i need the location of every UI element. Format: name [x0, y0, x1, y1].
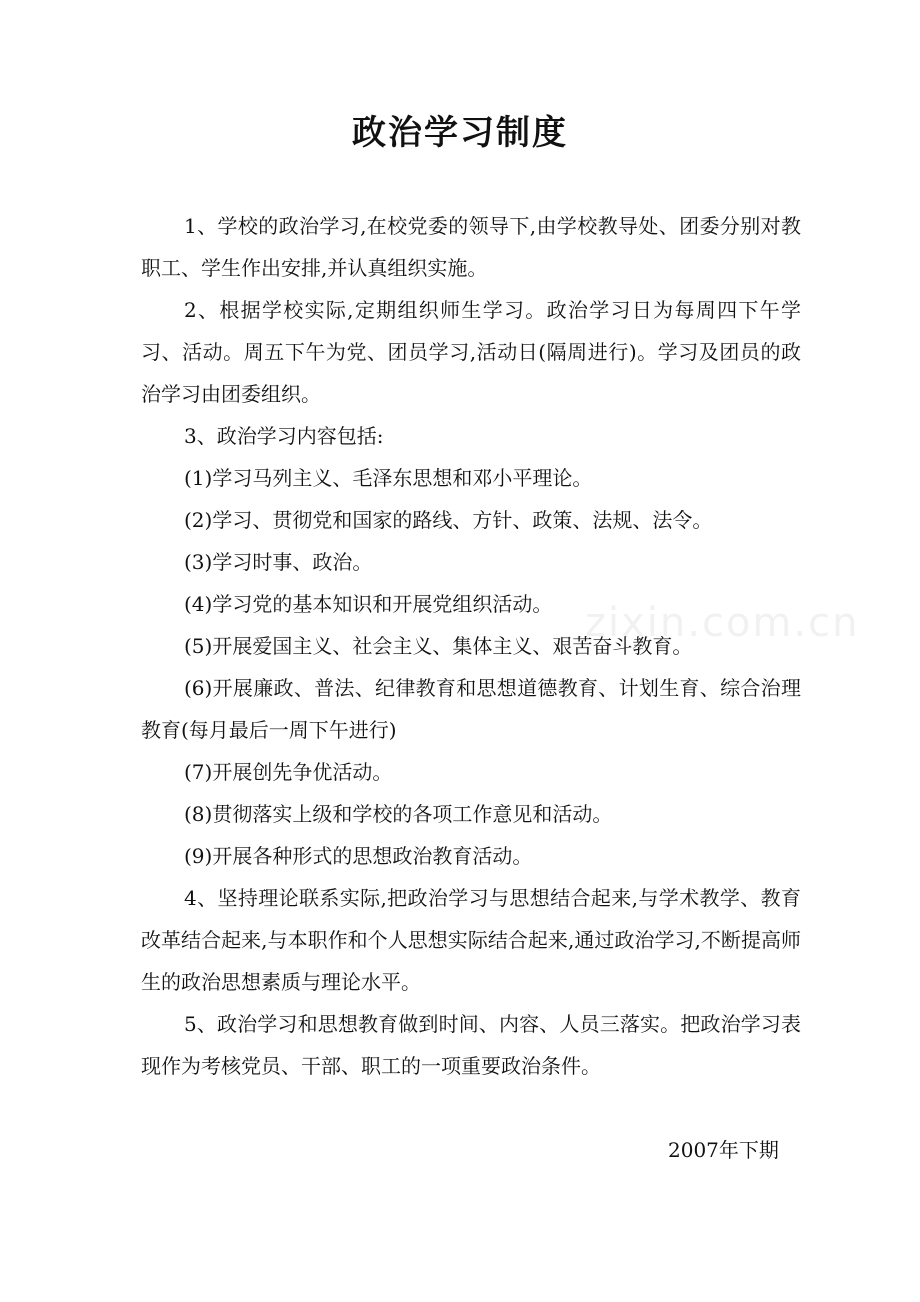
watermark: zixin.com.cn	[585, 600, 860, 646]
paragraph-3: 3、政治学习内容包括:	[184, 424, 384, 448]
list-item-2: (2)学习、贯彻党和国家的路线、方针、政策、法规、法令。	[184, 508, 713, 532]
paragraph-2: 2、根据学校实际,定期组织师生学习。政治学习日为每周四下午学习、活动。周五下午为党、团员学习,活动日(隔周进行)。学习及团员的政治学习由团委组织。	[141, 298, 801, 406]
list-item-1: (1)学习马列主义、毛泽东思想和邓小平理论。	[184, 466, 593, 490]
document-title: 政治学习制度	[352, 113, 568, 153]
document-body	[141, 205, 801, 1087]
paragraph-5: 5、政治学习和思想教育做到时间、内容、人员三落实。把政治学习表现作为考核党员、干部、职工的一项重要政治条件。	[141, 1012, 801, 1078]
list-item-5: (5)开展爱国主义、社会主义、集体主义、艰苦奋斗教育。	[184, 634, 693, 658]
paragraph-1: 1、学校的政治学习,在校党委的领导下,由学校教导处、团委分别对教职工、学生作出安排,并认真组织实施。	[141, 214, 801, 280]
list-item-4: (4)学习党的基本知识和开展党组织活动。	[184, 592, 553, 616]
list-item-9: (9)开展各种形式的思想政治教育活动。	[184, 844, 533, 868]
paragraph-4: 4、坚持理论联系实际,把政治学习与思想结合起来,与学术教学、教育改革结合起来,与本职作和个人思想实际结合起来,通过政治学习,不断提高师生的政治思想素质与理论水平。	[141, 886, 801, 994]
list-item-7: (7)开展创先争优活动。	[184, 760, 393, 784]
list-item-6: (6)开展廉政、普法、纪律教育和思想道德教育、计划生育、综合治理教育(每月最后一周下午进行)	[141, 676, 801, 742]
list-item-8: (8)贯彻落实上级和学校的各项工作意见和活动。	[184, 802, 613, 826]
list-item-3: (3)学习时事、政治。	[184, 550, 373, 574]
document-date: 2007年下期	[668, 1138, 779, 1162]
